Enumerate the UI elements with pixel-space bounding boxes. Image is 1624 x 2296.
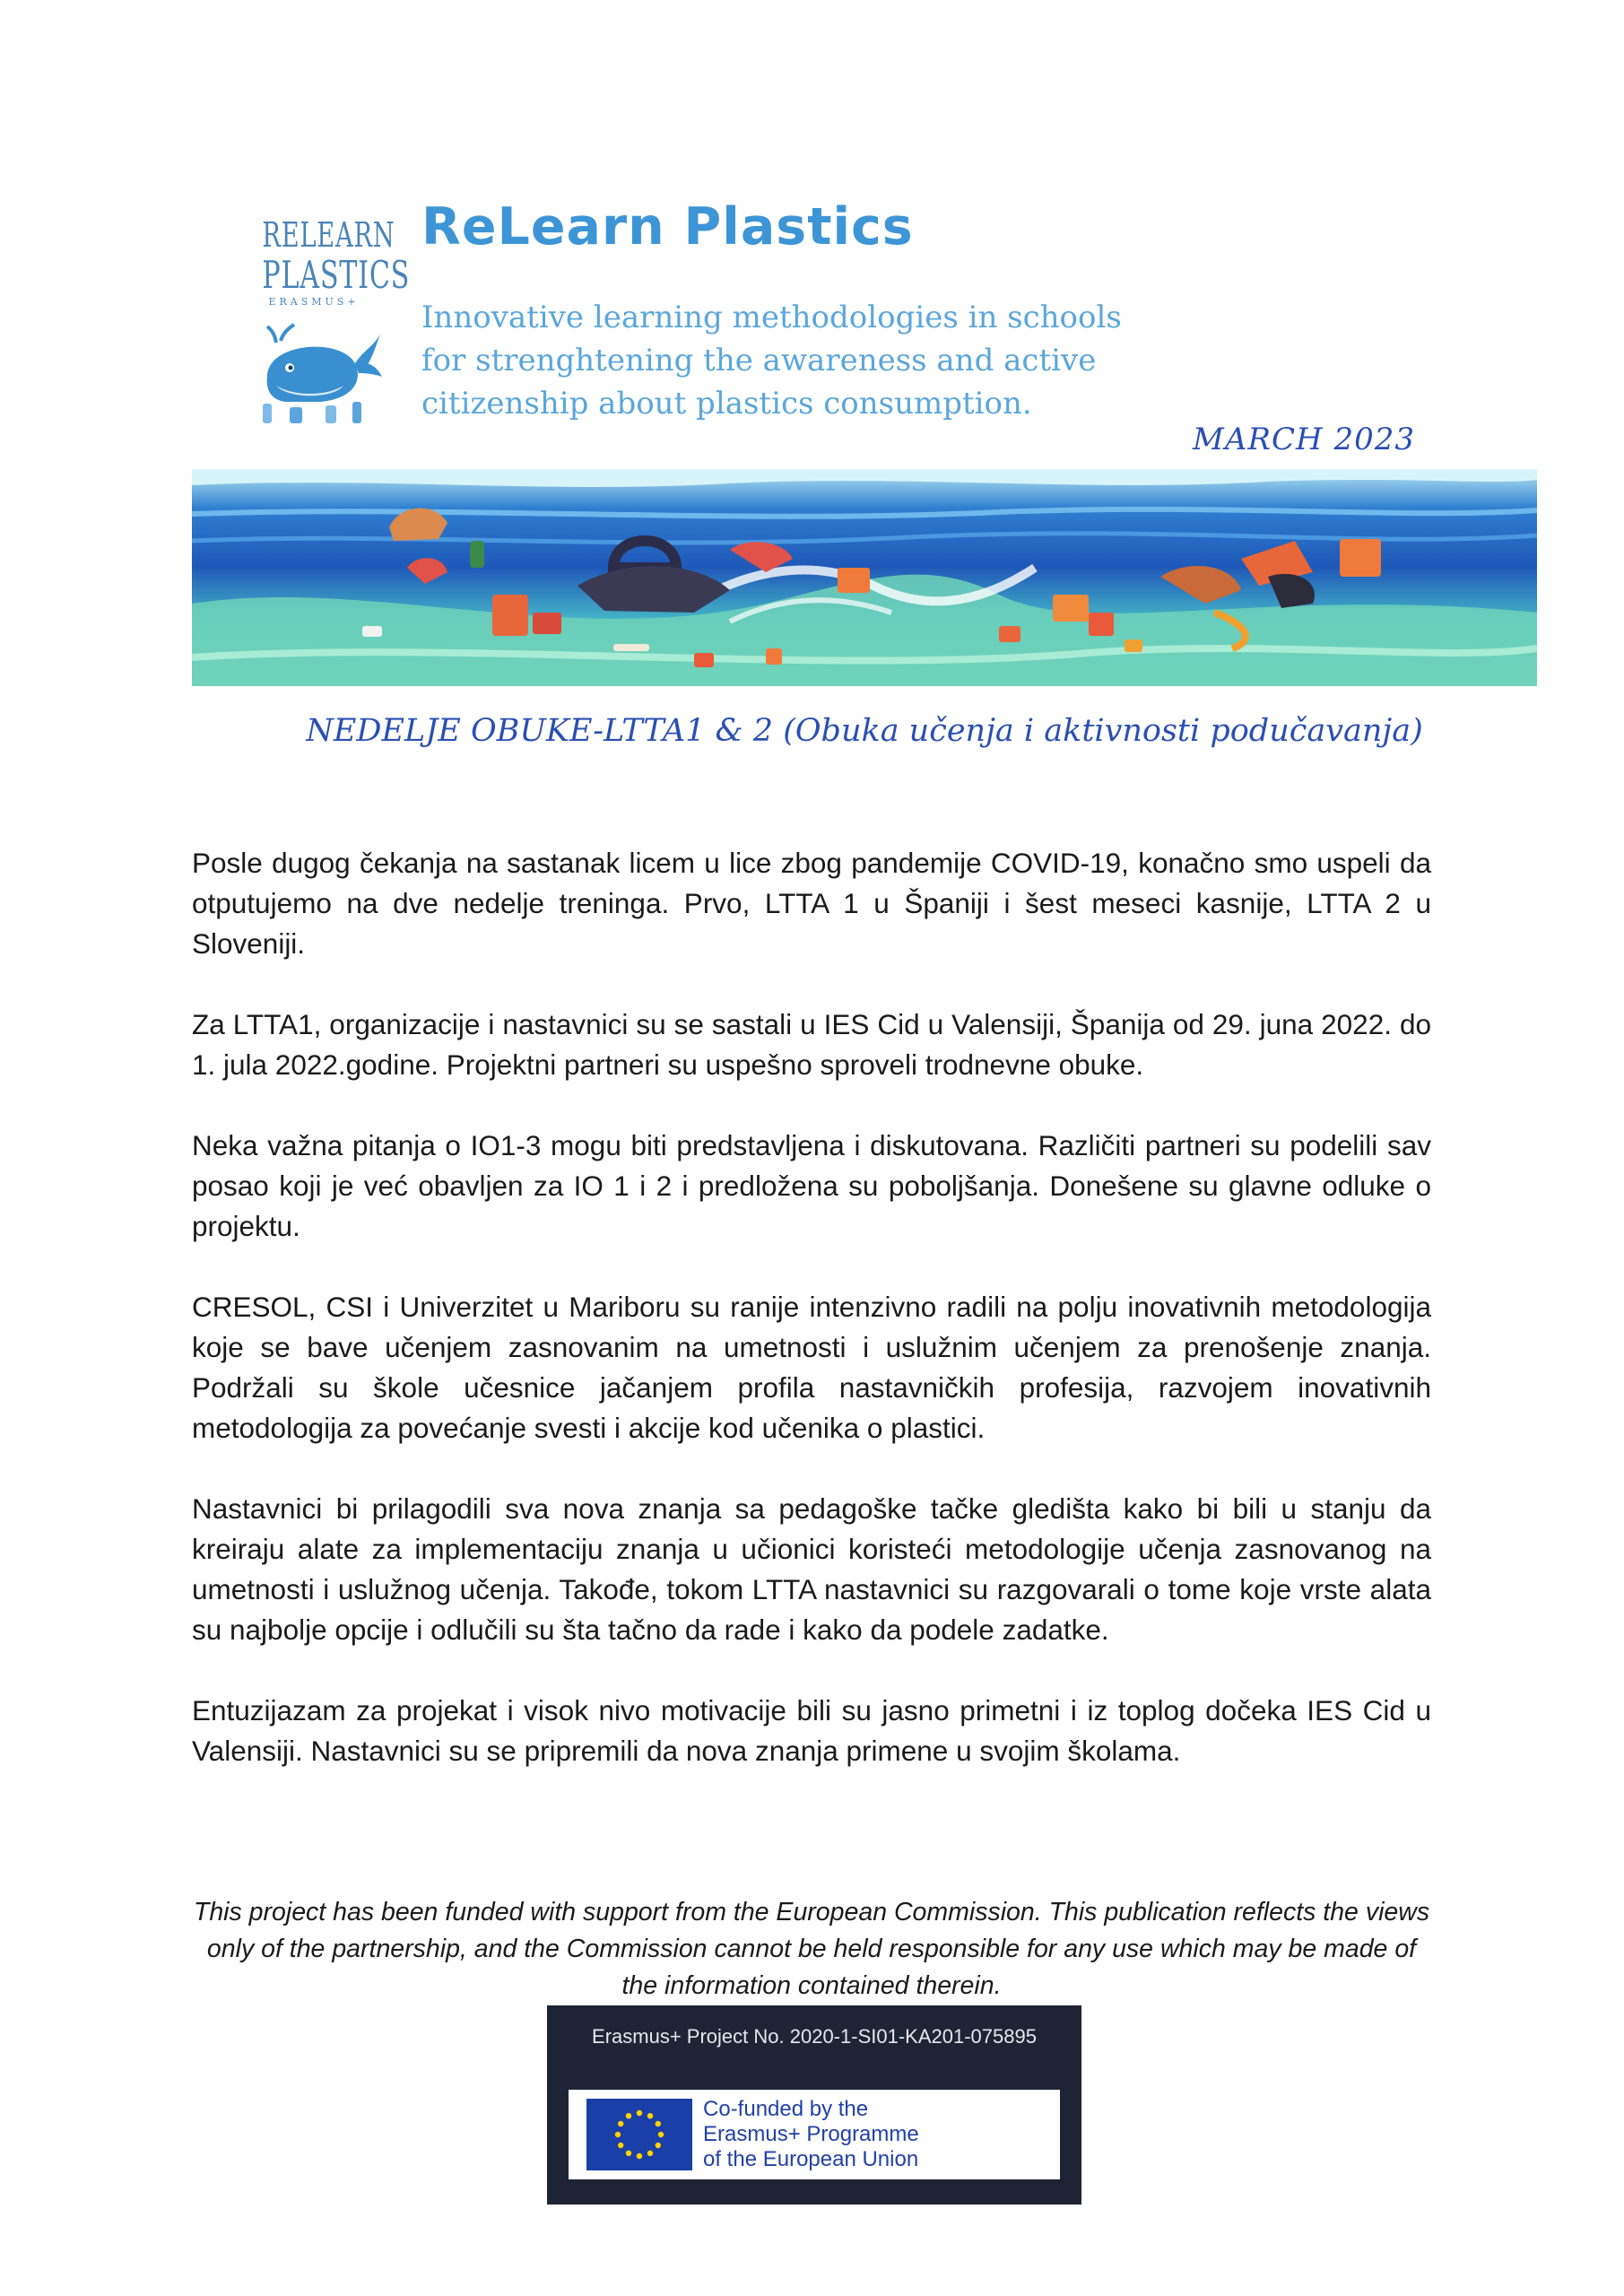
logo-line-1: RELEARN: [262, 215, 395, 255]
section-heading: NEDELJE OBUKE-LTTA1 & 2 (Obuka učenja i aktivnosti podučavanja): [306, 713, 1423, 749]
project-subtitle: [421, 296, 1229, 425]
relearn-logo: [242, 215, 411, 439]
cofunded-panel: [569, 2090, 1060, 2179]
subtitle-line: for strenghtening the awareness and active: [421, 343, 1097, 378]
paragraph: CRESOL, CSI i Univerzitet u Mariboru su ranije intenzivno radili na polju inovativnih metodologija koje se bave učenjem zasnovanim na umetnosti i uslužnim učenjem za prenošenje znanja. Podržali su škole učesnice jačanjem profila nastavničkih profesija, razvojem inovativnih metodologija za povećanje svesti i akcije kod učenika o plastici.: [192, 1291, 1431, 1444]
cofunded-line: Erasmus+ Programme: [703, 2122, 919, 2146]
subtitle-line: Innovative learning methodologies in schools: [421, 300, 1122, 335]
subtitle-line: citizenship about plastics consumption.: [421, 386, 1032, 422]
cofunded-text: [703, 2097, 1053, 2172]
article-body: [192, 843, 1431, 1812]
eu-flag-icon: [586, 2099, 692, 2170]
issue-date: MARCH 2023: [1193, 422, 1415, 457]
paragraph: Neka važna pitanja o IO1-3 mogu biti predstavljena i diskutovana. Različiti partneri su podelili sav posao koji je već obavljen za IO 1 i 2 i predložena su poboljšanja. Donešene su glavne odluke o projektu.: [192, 1129, 1431, 1242]
page-title: ReLearn Plastics: [421, 197, 914, 257]
ocean-plastic-illustration: [192, 469, 1537, 686]
logo-text: [242, 215, 411, 309]
cofunded-line: Co-funded by the: [703, 2097, 869, 2121]
paragraph: Za LTTA1, organizacije i nastavnici su se sastali u IES Cid u Valensiji, Španija od 29. juna 2022. do 1. jula 2022.godine. Projektni partneri su uspešno sproveli trodnevne obuke.: [192, 1008, 1431, 1081]
paragraph: Nastavnici bi prilagodili sva nova znanja sa pedagoške tačke gledišta kako bi bili u stanju da kreiraju alate za implementaciju znanja u učionici koristeći metodologije učenja zasnovanog na umetnosti i uslužnog učenja. Takođe, tokom LTTA nastavnici su razgovarali o tome koje vrste alata su najbolje opcije i odlučili su šta tačno da rade i kako da podele zadatke.: [192, 1492, 1431, 1646]
paragraph: Posle dugog čekanja na sastanak licem u lice zbog pandemije COVID-19, konačno smo uspeli da otputujemo na dve nedelje treninga. Prvo, LTTA 1 u Španiji i šest meseci kasnije, LTTA 2 u Sloveniji.: [192, 847, 1431, 960]
ocean-plastic-banner: [192, 469, 1537, 686]
cofunded-line: of the European Union: [703, 2147, 919, 2171]
funding-disclaimer: This project has been funded with support from the European Commission. This publication reflects the views only of the partnership, and the Commission cannot be held responsible for any use which may be made of the information contained therein.: [193, 1898, 1430, 2000]
logo-line-3: ERASMUS+: [268, 296, 360, 308]
erasmus-funding-badge: [547, 2005, 1081, 2205]
logo-line-2: PLASTICS: [262, 253, 411, 297]
paragraph: Entuzijazam za projekat i visok nivo motivacije bili su jasno primetni i iz toplog dočeka IES Cid u Valensiji. Nastavnici su se pripremili da nova znanja primene u svojim školama.: [192, 1694, 1431, 1767]
whale-logo-icon: [249, 314, 384, 430]
project-number: Erasmus+ Project No. 2020-1-SI01-KA201-075895: [592, 2025, 1037, 2048]
